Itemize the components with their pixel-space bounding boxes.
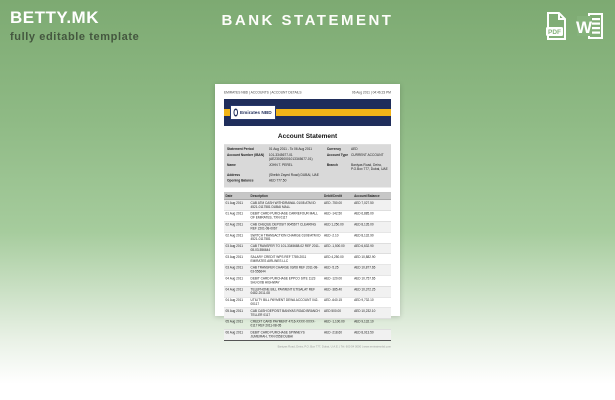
transaction-description: CREDIT CARD PAYMENT 4716-XXXX-XXXX-0117 REF 2011-08-05	[249, 319, 322, 330]
detail-value: CURRENT ACCOUNT	[350, 153, 384, 157]
account-detail-row	[227, 179, 388, 183]
transaction-row	[224, 243, 391, 254]
bank-banner	[224, 99, 391, 126]
transaction-row	[224, 329, 391, 340]
transaction-date: 02 Aug 2011	[224, 232, 249, 243]
transaction-row	[224, 221, 391, 232]
transaction-date: 02 Aug 2011	[224, 221, 249, 232]
bank-logo-icon	[234, 109, 239, 117]
detail-label: Account Number (IBAN)	[227, 153, 265, 157]
transaction-row	[224, 254, 391, 265]
transaction-description: DEBIT CARD PURCHASE SPINNEYS JUMEIRAH, TXN 0558 DUBAI	[249, 329, 322, 340]
svg-text:PDF: PDF	[548, 29, 561, 36]
transaction-description: CAB CASH DEPOSIT BANIYAS ROAD BRANCH TELLER 0117	[249, 308, 322, 319]
detail-label	[327, 179, 351, 183]
transaction-description: UTILITY BILL PAYMENT DEWA ACCOUNT 042-00117	[249, 297, 322, 308]
transaction-amount: AED -2.10	[323, 232, 353, 243]
transaction-balance: AED 6,885.00	[353, 211, 391, 222]
transaction-row	[224, 275, 391, 286]
transaction-date: 01 Aug 2011	[224, 211, 249, 222]
account-details-panel	[224, 145, 391, 188]
document-footer: Baniyas Road, Deira, P.O. Box 777, Dubai, U.A.E. | Tel: 600 54 0000 | www.emiratesnbd.com	[277, 345, 391, 349]
detail-value	[351, 179, 388, 183]
account-detail-row	[227, 153, 388, 162]
transaction-balance: AED 9,732.10	[353, 297, 391, 308]
transaction-amount: AED -218.60	[323, 329, 353, 340]
column-header-debit-credit: Debit/Credit	[323, 193, 353, 200]
statement-title: Account Statement	[277, 132, 338, 140]
transaction-date: 06 Aug 2011	[224, 329, 249, 340]
transaction-balance: AED 8,135.00	[353, 221, 391, 232]
transaction-date: 01 Aug 2011	[224, 200, 249, 211]
transaction-amount: AED -1,100.00	[323, 319, 353, 330]
word-file-icon[interactable]	[577, 12, 603, 40]
transaction-row	[224, 232, 391, 243]
account-detail-row	[227, 148, 388, 152]
transaction-description: DEBIT CARD PURCHASE CARREFOUR MALL OF EMIRATES, TXN 0117	[249, 211, 322, 222]
detail-value: Baniyas Road, Deira, P.O.Box 777, Dubai, UAE	[350, 163, 388, 171]
transaction-date: 03 Aug 2011	[224, 254, 249, 265]
transaction-amount: AED 4,250.00	[323, 254, 353, 265]
download-icons	[544, 12, 603, 40]
bank-logo	[230, 105, 276, 120]
detail-value: (Sheikh Zayed Road) DUBAI, UAE	[268, 173, 319, 177]
transaction-row	[224, 211, 391, 222]
column-header-balance: Account Balance	[353, 193, 391, 200]
document-preview	[215, 84, 400, 349]
transaction-balance: AED 6,632.90	[353, 243, 391, 254]
account-detail-row	[227, 163, 388, 172]
transaction-description: CAB TRANSFER TO 101-3345688-02 REF 2011-08-03-556644	[249, 243, 322, 254]
detail-label: Branch	[326, 163, 339, 167]
transaction-amount: AED -142.50	[323, 211, 353, 222]
detail-value: 01 Aug 2011 - To 06 Aug 2011	[268, 147, 313, 151]
transaction-balance: AED 7,027.50	[353, 200, 391, 211]
transaction-balance: AED 9,132.10	[353, 319, 391, 330]
detail-label: Currency	[326, 147, 342, 151]
transaction-row	[224, 319, 391, 330]
detail-value	[351, 173, 388, 177]
document-breadcrumb: EMIRATES NBD | ACCOUNTS | ACCOUNT DETAILS	[224, 91, 302, 95]
detail-label	[327, 173, 351, 177]
transaction-date: 04 Aug 2011	[224, 286, 249, 297]
transaction-amount: AED 1,250.00	[323, 221, 353, 232]
transaction-amount: AED 500.00	[323, 308, 353, 319]
transaction-row	[224, 265, 391, 276]
detail-label: Statement Period	[227, 147, 254, 151]
detail-label: Name	[227, 163, 236, 167]
transaction-amount: AED -5.25	[323, 265, 353, 276]
brand-tagline: fully editable template	[10, 31, 140, 43]
transaction-amount: AED -640.15	[323, 297, 353, 308]
detail-value: AED	[350, 147, 358, 151]
pdf-file-icon[interactable]	[544, 12, 568, 40]
column-header-description: Description	[249, 193, 322, 200]
document-meta-row	[224, 91, 391, 95]
detail-value: 101-3345677-01 (AE230260001013345677-01)	[268, 153, 313, 161]
detail-value: JOHN T. PEREL	[268, 163, 293, 167]
transaction-row	[224, 286, 391, 297]
transaction-balance: AED 10,882.90	[353, 254, 391, 265]
detail-label: Account Type	[326, 153, 349, 157]
transaction-balance: AED 10,757.65	[353, 275, 391, 286]
transaction-date: 05 Aug 2011	[224, 308, 249, 319]
transaction-description: CAB CHEQUE DEPOSIT 0045677 CLEARING REF 2201-08-0067	[249, 221, 322, 232]
transaction-description: SALARY CREDIT WPS REF 7789-2011 EMIRATES AIRLINES LLC	[249, 254, 322, 265]
transaction-date: 04 Aug 2011	[224, 275, 249, 286]
transaction-date: 03 Aug 2011	[224, 265, 249, 276]
transaction-amount: AED -385.40	[323, 286, 353, 297]
transaction-description: TELEPHONE BILL PAYMENT ETISALAT REF 0482-2011-08	[249, 286, 322, 297]
transaction-description: DEBIT CARD PURCHASE EPPCO SITE 1123 SHJ-DXB HIGHWAY	[249, 275, 322, 286]
transaction-balance: AED 8,913.50	[353, 329, 391, 340]
detail-label: Opening Balance	[227, 179, 254, 183]
account-detail-row	[227, 173, 388, 177]
transaction-amount: AED -1,500.00	[323, 243, 353, 254]
transactions-table	[224, 192, 391, 341]
page-title: BANK STATEMENT	[221, 12, 394, 29]
transaction-row	[224, 308, 391, 319]
transaction-date: 04 Aug 2011	[224, 297, 249, 308]
transactions-header	[224, 193, 391, 200]
bank-statement-page	[215, 84, 400, 349]
transaction-amount: AED -120.00	[323, 275, 353, 286]
detail-label: Address	[227, 173, 241, 177]
transaction-row	[224, 297, 391, 308]
transaction-description: CAB TRANSFER CHARGE 03/08 REF 2011-08-03-556644	[249, 265, 322, 276]
transaction-amount: AED -750.00	[323, 200, 353, 211]
document-timestamp: 06 Aug 2011 | 04:46:23 PM	[351, 91, 391, 95]
bank-logo-text: Emirates NBD	[240, 109, 272, 116]
transaction-balance: AED 10,877.65	[353, 265, 391, 276]
brand-logo[interactable]: BETTY.MK	[10, 8, 99, 27]
transaction-description: SWITCH TRANSACTION CHARGE 01/08 ATM ID 4521-0117581	[250, 233, 321, 242]
svg-text:W: W	[575, 18, 593, 37]
transaction-description: CAB ATM CASH WITHDRAWAL 01/08 ATM ID 4521-0117581 DUBAI MALL	[249, 200, 322, 211]
transaction-date: 05 Aug 2011	[224, 319, 249, 330]
transaction-balance: AED 8,132.90	[353, 232, 391, 243]
transaction-row	[224, 200, 391, 211]
transaction-balance: AED 10,232.10	[353, 308, 391, 319]
transaction-balance: AED 10,372.25	[353, 286, 391, 297]
transaction-date: 03 Aug 2011	[224, 243, 249, 254]
column-header-date: Date	[224, 193, 249, 200]
detail-value: AED 777.50	[268, 179, 287, 183]
